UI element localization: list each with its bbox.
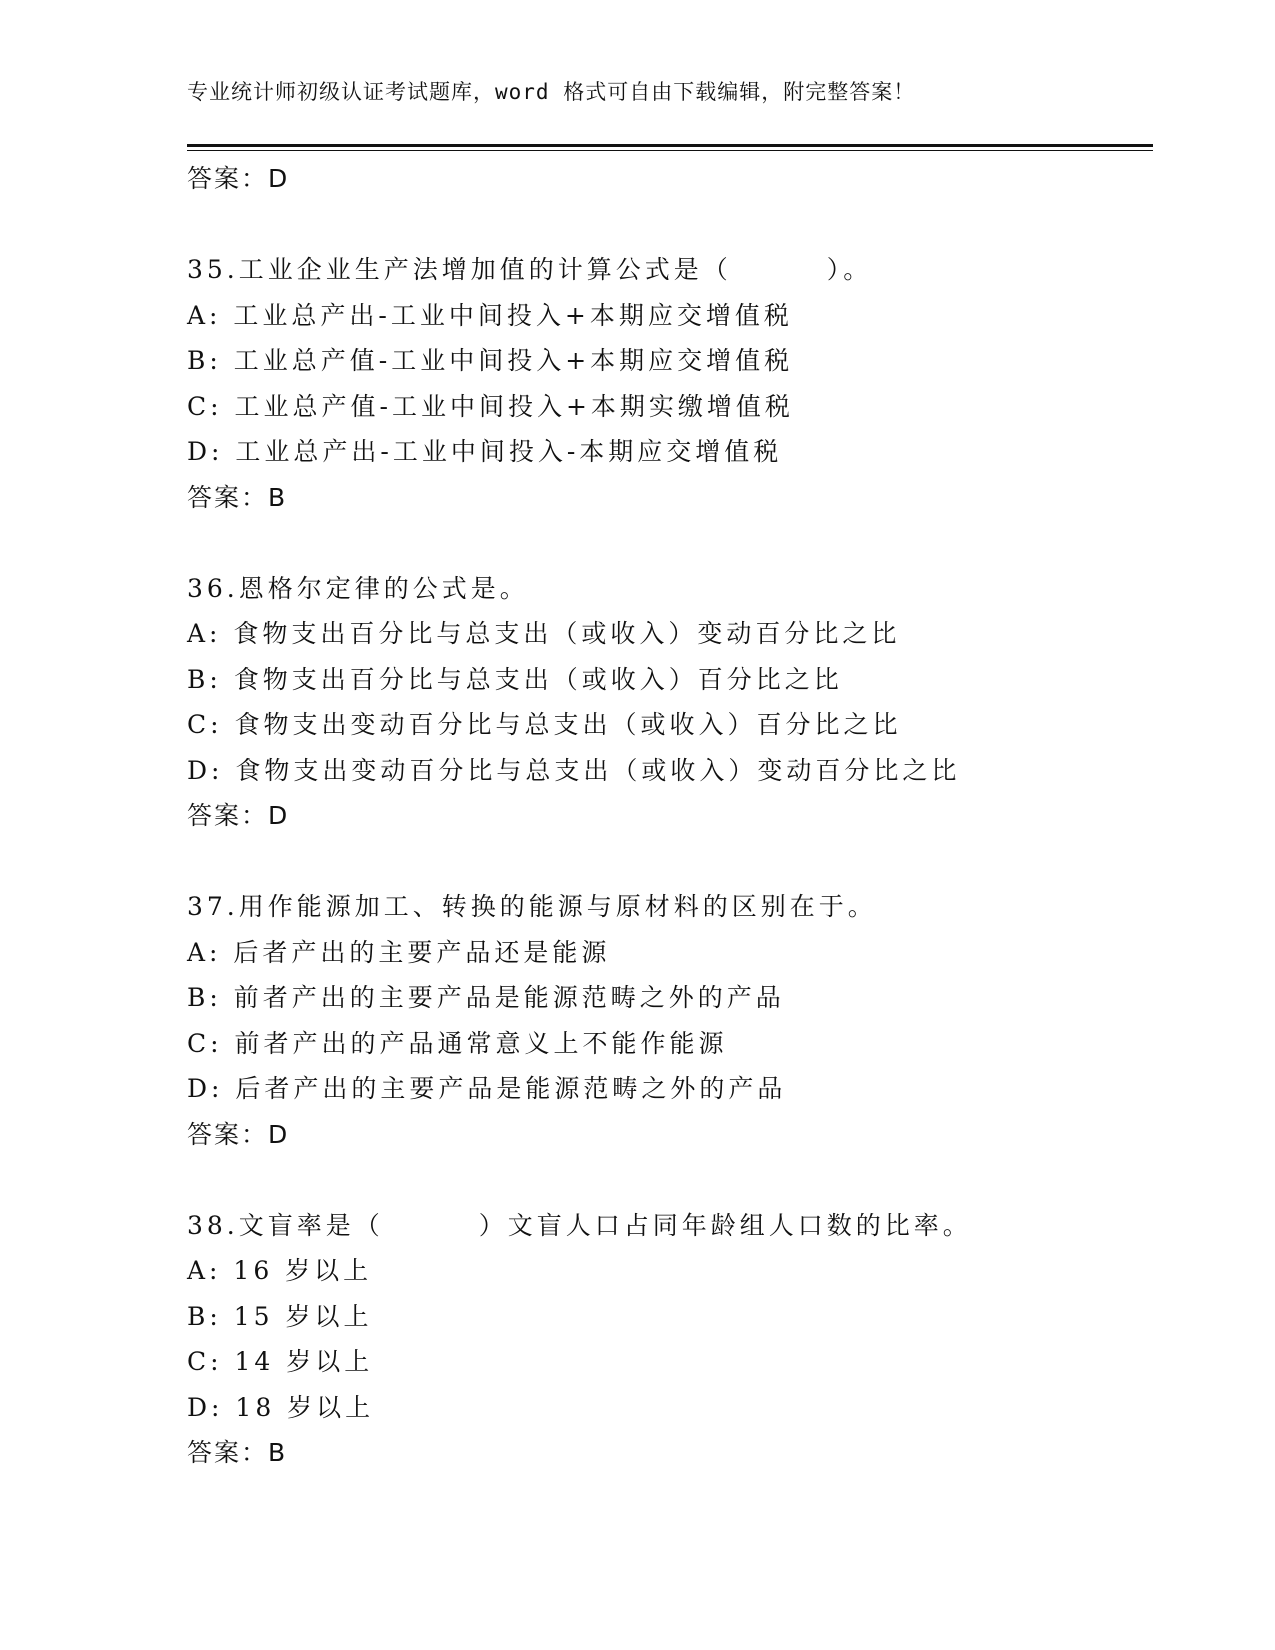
question-stem: 37.用作能源加工、转换的能源与原材料的区别在于。 — [187, 892, 877, 921]
option-c: C: 前者产出的产品通常意义上不能作能源 — [187, 1028, 728, 1058]
answer: 答案：D — [187, 1119, 290, 1149]
option-a: A: 后者产出的主要产品还是能源 — [187, 937, 611, 967]
option-d: D: 工业总产出-工业中间投入-本期应交增值税 — [187, 437, 783, 466]
question-list — [187, 156, 1147, 1476]
option-a: A: 工业总产出-工业中间投入+本期应交增值税 — [187, 300, 793, 330]
option-d: D: 后者产出的主要产品是能源范畴之外的产品 — [187, 1074, 787, 1103]
question-38 — [187, 1203, 1147, 1476]
option-c: C: 食物支出变动百分比与总支出（或收入）百分比之比 — [187, 710, 902, 739]
option-c: C: 工业总产值-工业中间投入+本期实缴增值税 — [187, 391, 794, 421]
question-36 — [187, 566, 1147, 839]
option-d: D: 18 岁以上 — [187, 1392, 375, 1422]
question-35 — [187, 247, 1147, 520]
option-a: A: 16 岁以上 — [187, 1256, 373, 1285]
question-stem: 38.文盲率是（ ）文盲人口占同年龄组人口数的比率。 — [187, 1210, 972, 1240]
question-stem: 35.工业企业生产法增加值的计算公式是（ ）。 — [187, 255, 873, 284]
option-b: B: 前者产出的主要产品是能源范畴之外的产品 — [187, 983, 785, 1012]
answer: 答案：B — [187, 1438, 288, 1467]
header-divider-thick — [187, 144, 1153, 147]
header-divider-thin — [187, 150, 1153, 151]
answer-prev: 答案：D — [187, 164, 290, 193]
option-b: B: 食物支出百分比与总支出（或收入）百分比之比 — [187, 664, 843, 694]
option-a: A: 食物支出百分比与总支出（或收入）变动百分比之比 — [187, 619, 901, 648]
option-d: D: 食物支出变动百分比与总支出（或收入）变动百分比之比 — [187, 755, 961, 785]
question-37 — [187, 884, 1147, 1157]
option-b: B: 工业总产值-工业中间投入+本期应交增值税 — [187, 346, 794, 375]
answer: 答案：B — [187, 482, 288, 512]
option-b: B: 15 岁以上 — [187, 1301, 373, 1331]
option-c: C: 14 岁以上 — [187, 1347, 374, 1376]
page-header: 专业统计师初级认证考试题库，word 格式可自由下载编辑，附完整答案！ — [187, 80, 916, 104]
question-stem: 36.恩格尔定律的公式是。 — [187, 573, 529, 603]
answer: 答案：D — [187, 801, 290, 830]
